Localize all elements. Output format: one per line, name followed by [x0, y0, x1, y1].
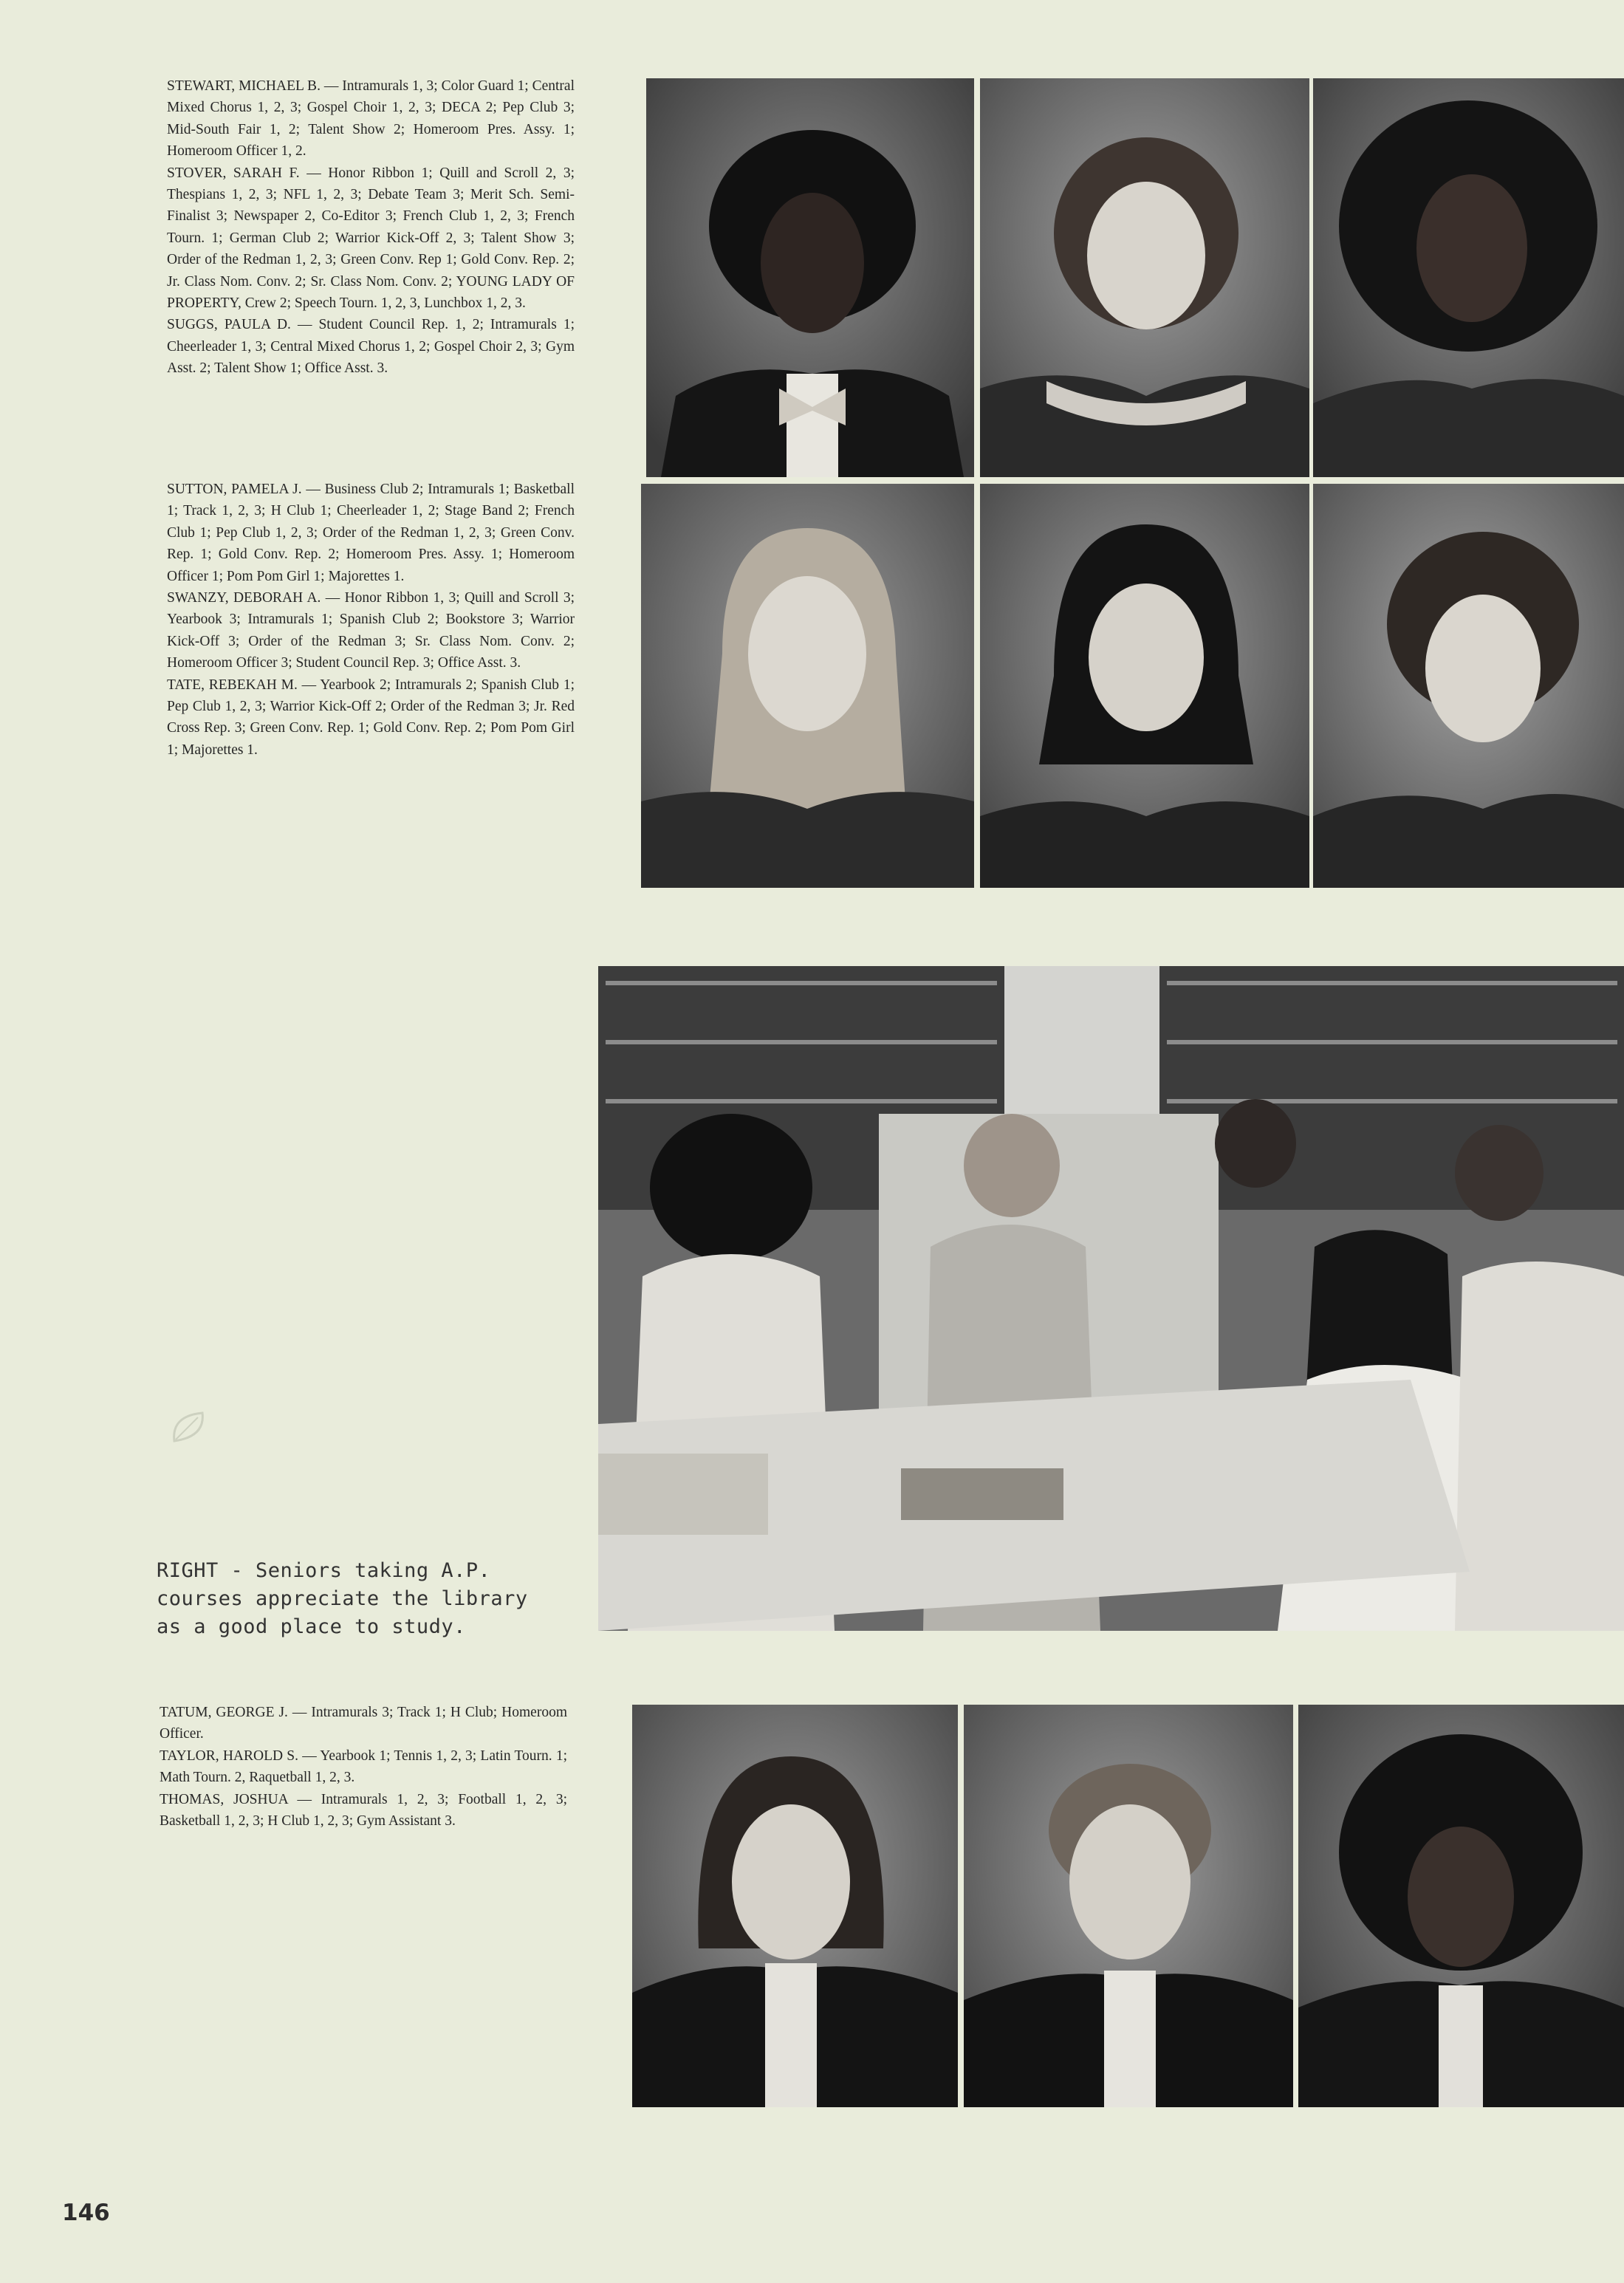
page-number: 146 — [62, 2200, 110, 2226]
bio-block-2 — [167, 479, 575, 761]
bio-entry: THOMAS, JOSHUA — Intramurals 1, 2, 3; Football 1, 2, 3; Basketball 1, 2, 3; H Club 1, 2, 3; Gym Assistant 3. — [160, 1791, 567, 1830]
portrait-photo — [641, 484, 974, 888]
bio-entry: SUGGS, PAULA D. — Student Council Rep. 1, 2; Intramurals 1; Cheerleader 1, 3; Central Mixed Chorus 1, 2; Gospel Choir 2, 3; Gym Asst. 2; Talent Show 1; Office Asst. 3. — [167, 317, 575, 377]
portrait-photo — [632, 1705, 958, 2107]
portrait-photo — [980, 484, 1309, 888]
portrait-photo — [980, 78, 1309, 477]
bio-entry: STEWART, MICHAEL B. — Intramurals 1, 3; Color Guard 1; Central Mixed Chorus 1, 2, 3; Gospel Choir 1, 2, 3; DECA 2; Pep Club 3; Mid-South Fair 1, 2; Talent Show 2; Homeroom Pres. Assy. 1; Homeroom Officer 1, 2. — [167, 78, 575, 160]
leaf-icon — [168, 1407, 208, 1447]
library-group-photo — [598, 966, 1624, 1631]
bio-entry: SUTTON, PAMELA J. — Business Club 2; Intramurals 1; Basketball 1; Track 1, 2, 3; H Club 1; Cheerleader 1, 2; Stage Band 2; French Club 1; Pep Club 1, 2, 3; Order of the Redman 1, 2, 3; Green Conv. Rep. 1; Gold Conv. Rep. 2; Homeroom Pres. Assy. 1; Homeroom Officer 1; Pom Pom Girl 1; Majorettes 1. — [167, 482, 575, 584]
photo-caption: RIGHT - Seniors taking A.P. courses appreciate the library as a good place to study. — [157, 1559, 528, 1638]
portrait-photo — [1298, 1705, 1624, 2107]
bio-entry: TAYLOR, HAROLD S. — Yearbook 1; Tennis 1, 2, 3; Latin Tourn. 1; Math Tourn. 2, Raquetball 1, 2, 3. — [160, 1748, 567, 1786]
bio-block-1 — [167, 75, 575, 380]
portrait-photo — [646, 78, 974, 477]
portrait-photo — [1313, 78, 1624, 477]
portrait-photo — [964, 1705, 1293, 2107]
bio-entry: TATUM, GEORGE J. — Intramurals 3; Track 1; H Club; Homeroom Officer. — [160, 1705, 567, 1742]
bio-entry: TATE, REBEKAH M. — Yearbook 2; Intramurals 2; Spanish Club 1; Pep Club 1, 2, 3; Warrior Kick-Off 2; Order of the Redman 3; Jr. Red Cross Rep. 3; Green Conv. Rep. 1; Gold Conv. Rep. 2; Pom Pom Girl 1; Majorettes 1. — [167, 677, 575, 758]
bio-block-3 — [160, 1702, 567, 1832]
portrait-photo — [1313, 484, 1624, 888]
bio-entry: SWANZY, DEBORAH A. — Honor Ribbon 1, 3; Quill and Scroll 3; Yearbook 3; Intramurals 1; Spanish Club 2; Bookstore 3; Warrior Kick-Off 3; Order of the Redman 3; Sr. Class Nom. Conv. 2; Homeroom Officer 3; Student Council Rep. 3; Office Asst. 3. — [167, 590, 575, 671]
bio-entry: STOVER, SARAH F. — Honor Ribbon 1; Quill and Scroll 2, 3; Thespians 1, 2, 3; NFL 1, 2, 3; Debate Team 3; Merit Sch. Semi-Finalist 3; Newspaper 2, Co-Editor 3; French Club 1, 2, 3; French Tourn. 1; German Club 2; Warrior Kick-Off 2, 3; Talent Show 3; Order of the Redman 1, 2, 3; Green Conv. Rep 1; Gold Conv. Rep. 2; Jr. Class Nom. Conv. 2; Sr. Class Nom. Conv. 2; YOUNG LADY OF PROPERTY, Crew 2; Speech Tourn. 1, 2, 3, Lunchbox 1, 2, 3. — [167, 165, 575, 312]
